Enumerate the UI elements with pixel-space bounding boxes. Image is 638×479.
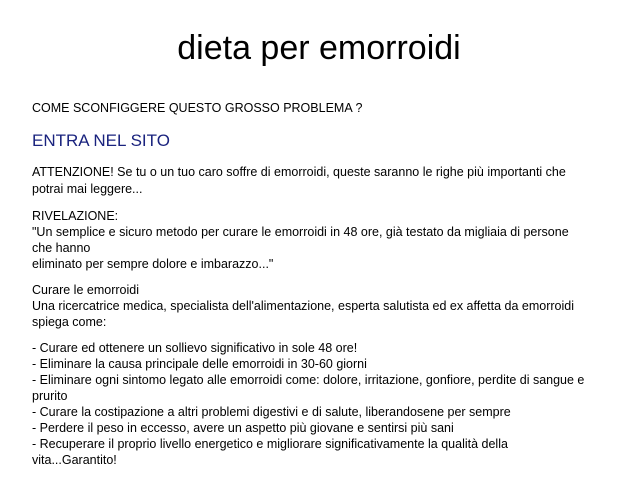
benefit-line: - Eliminare la causa principale delle emorroidi in 30-60 giorni [32,357,367,371]
rivelazione-line-2: che hanno [32,241,91,255]
curare-heading: Curare le emorroidi [32,283,139,297]
attenzione-line-1: ATTENZIONE! Se tu o un tuo caro soffre di emorroidi, queste saranno le righe più importanti che [32,165,566,179]
benefit-line: - Perdere il peso in eccesso, avere un aspetto più giovane e sentirsi più sani [32,421,454,435]
benefit-line: - Recuperare il proprio livello energetico e migliorare significativamente la qualità della [32,437,508,451]
benefit-line: prurito [32,389,68,403]
benefit-line: vita...Garantito! [32,453,117,467]
page-title: dieta per emorroidi [177,29,461,67]
rivelazione-line-3: eliminato per sempre dolore e imbarazzo..." [32,257,274,271]
curare-line-1: Una ricercatrice medica, specialista dell'alimentazione, esperta salutista ed ex affetta da emorroidi [32,299,575,313]
benefit-line: - Eliminare ogni sintomo legato alle emorroidi come: dolore, irritazione, gonfiore, perdite di sangue e [32,373,585,387]
benefit-line: - Curare ed ottenere un sollievo significativo in sole 48 ore! [32,341,358,355]
attenzione-line-2: potrai mai leggere... [32,182,143,196]
rivelazione-heading: RIVELAZIONE: [32,209,119,223]
benefit-line: - Curare la costipazione a altri problemi digestivi e di salute, liberandosene per sempre [32,405,511,419]
intro-text: COME SCONFIGGERE QUESTO GROSSO PROBLEMA ? [32,101,363,115]
enter-site-link[interactable]: ENTRA NEL SITO [32,131,170,150]
rivelazione-line-1: "Un semplice e sicuro metodo per curare le emorroidi in 48 ore, già testato da migliaia di persone [32,225,569,239]
curare-line-2: spiega come: [32,315,107,329]
